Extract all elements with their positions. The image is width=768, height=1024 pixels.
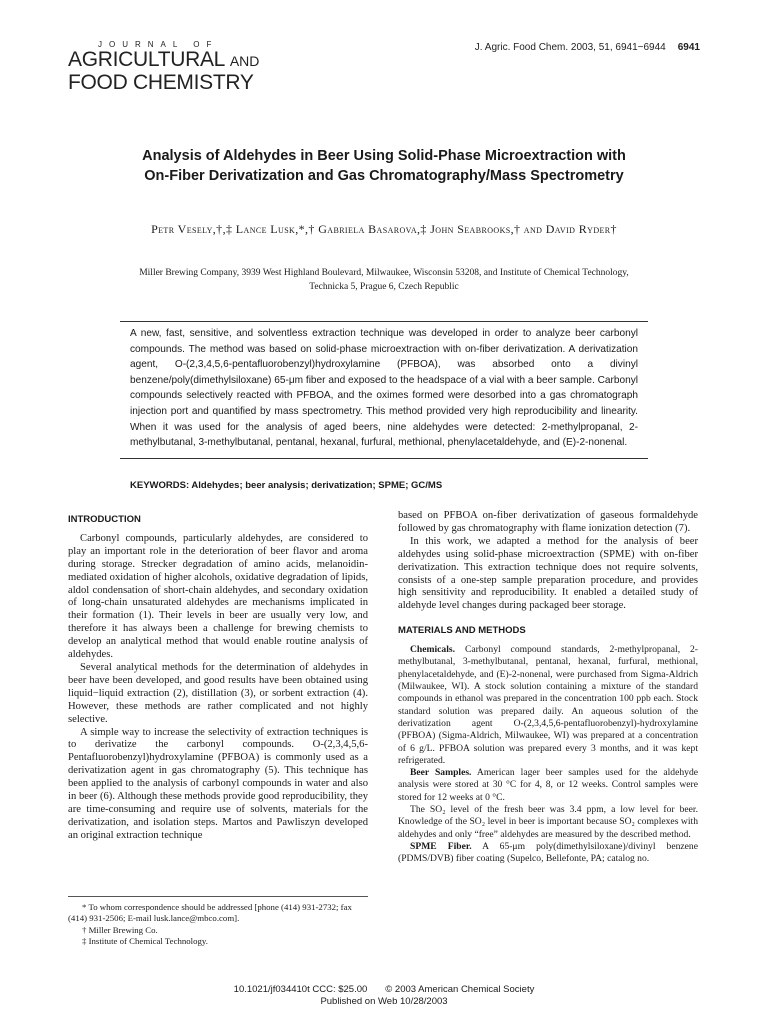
section-heading-methods: MATERIALS AND METHODS xyxy=(398,625,526,637)
footnote-miller: † Miller Brewing Co. xyxy=(82,924,158,935)
journal-logo-line1: AGRICULTURAL AND xyxy=(68,48,260,71)
footnotes xyxy=(68,896,368,947)
footnote-correspondence: * To whom correspondence should be addressed [phone (414) 931-2732; fax (414) 931-2506; E-mail lusk.lance@mbco.com]. xyxy=(68,902,352,924)
published-line: Published on Web 10/28/2003 xyxy=(320,996,448,1007)
journal-logo-line2: FOOD CHEMISTRY xyxy=(68,71,254,94)
spme-fiber-paragraph: SPME Fiber. A 65-μm poly(dimethylsiloxane)/divinyl benzene (PDMS/DVB) fiber coating (Supelco, Bellefonte, PA; catalog no. xyxy=(398,840,698,865)
citation-text: J. Agric. Food Chem. 2003, 51, 6941−6944 xyxy=(474,42,666,53)
journal-logo-small: JOURNAL OF xyxy=(98,40,219,49)
intro-paragraph-4: In this work, we adapted a method for the analysis of beer aldehydes using solid-phase microextraction (SPME) with on-fiber derivatization. This extraction technique does not require solvents, consists of a one-step sample preparation procedure, and provides high sensitivity and reproducibility. It enabled a detailed study of aldehyde level changes during packaged beer storage. xyxy=(398,535,698,612)
intro-continuation: based on PFBOA on-fiber derivatization of gaseous formaldehyde followed by gas chromatography with flame ionization detection (7). xyxy=(398,510,698,534)
intro-paragraph-1: Carbonyl compounds, particularly aldehydes, are considered to play an important role in the deterioration of beer flavor and aroma during storage. Strecker degradation of amino acids, melanoidin-mediated oxidation of higher alcohols, oxidative degradation of lipids, aldol condensation of short-chain aldehydes, and secondary oxidation of long-chain unsaturated aldehydes are mechanisms implicated in their formation (1). Their levels in beer are usually very low, and therefore it has always been a challenge for brewing chemists to develop an analytical method that would enable routine analysis of aldehydes. xyxy=(68,532,368,661)
affiliation: Miller Brewing Company, 3939 West Highland Boulevard, Milwaukee, Wisconsin 53208, and Institute of Chemical Technology, Technicka 5, Prague 6, Czech Republic xyxy=(139,268,629,292)
section-heading-introduction: INTRODUCTION xyxy=(68,514,141,525)
abstract: A new, fast, sensitive, and solventless extraction technique was developed in order to analyze beer carbonyl compounds. The method was based on solid-phase microextraction with on-fiber derivatization. A derivatization agent, O-(2,3,4,5,6-pentafluorobenzyl)hydroxylamine (PFBOA), was absorbed onto a divinyl benzene/poly(dimethylsiloxane) 65-μm fiber and exposed to the headspace of a vial with a beer sample. Carbonyl compounds selectively reacted with PFBOA, and the oximes formed were desorbed into a gas chromatograph injection port and quantified by mass spectrometry. This method provided very high reproducibility and linearity. When it was used for the analysis of aged beers, nine aldehydes were detected: 2-methylpropanal, 2-methylbutanal, 3-methylbutanal, pentanal, hexanal, furfural, methional, phenylacetaldehyde, and (E)-2-nonenal. xyxy=(120,321,648,459)
copyright-line: © 2003 American Chemical Society xyxy=(385,984,535,995)
doi-line: 10.1021/jf034410t CCC: $25.00 xyxy=(233,984,368,995)
journal-logo xyxy=(68,40,278,94)
left-column xyxy=(68,510,368,843)
intro-paragraph-3: A simple way to increase the selectivity of extraction techniques is to derivatize the carbonyl compounds. O-(2,3,4,5,6-Pentafluorobenzyl)hydroxylamine (PFBOA) is commonly used as a derivatization agent in gas chromatography (5). This technique has been applied to the analysis of carbonyl compounds in water and also in beer (6). Although these methods provide good reproducibility, they are time-consuming and require use of solvents, materials for the derivatization, and isolation steps. Martos and Pawliszyn developed an original extraction technique xyxy=(68,726,368,841)
so2-paragraph: The SO₂ level of the fresh beer was 3.4 ppm, a low level for beer. Knowledge of the SO₂ level in beer is important because SO₂ complexes with aldehydes and only “free” aldehydes are measured by the described method. xyxy=(398,804,698,840)
page-footer xyxy=(0,984,768,1008)
footnote-ict: ‡ Institute of Chemical Technology. xyxy=(82,935,208,946)
page-number: 6941 xyxy=(677,42,700,53)
beer-samples-paragraph: Beer Samples. American lager beer samples used for the aldehyde analysis were stored at 30 °C for 4, 8, or 12 weeks. Control samples were stored for 12 weeks at 0 °C. xyxy=(398,767,699,803)
citation-header xyxy=(475,42,700,53)
keywords: KEYWORDS: Aldehydes; beer analysis; derivatization; SPME; GC/MS xyxy=(130,480,443,491)
author-list: Petr Vesely,†,‡ Lance Lusk,*,† Gabriela Basarova,‡ John Seabrooks,† and David Ryder† xyxy=(151,222,617,236)
intro-paragraph-2: Several analytical methods for the determination of aldehydes in beer have been developed, and good results have been obtained using liquid−liquid extraction (2), distillation (3), or sorbent extraction (4). However, these methods are rather complicated and not highly selective. xyxy=(68,661,368,725)
article-title: Analysis of Aldehydes in Beer Using Solid-Phase Microextraction with On-Fiber Derivatization and Gas Chromatography/Mass Spectrometry xyxy=(142,148,626,184)
chemicals-paragraph: Chemicals. Carbonyl compound standards, 2-methylpropanal, 2-methylbutanal, 3-methylbutanal, pentanal, hexanal, furfural, methional, phenylacetaldehyde, and (E)-2-nonenal, were purchased from Sigma-Aldrich (Milwaukee, WI). A stock solution containing a mixture of the standard compounds in ethanol was prepared in the concentration 100 ppb each. Stock standard solution was prepared daily. An aqueous solution of the derivatization agent O-(2,3,4,5,6-pentafluorobenzyl)-hydroxylamine (PFBOA) (Sigma-Aldrich, Milwaukee, WI) was prepared at a concentration of 6 g/L. PFBOA solution was prepared every 3 months, and it was kept refrigerated. xyxy=(398,644,698,766)
right-column xyxy=(398,510,698,866)
